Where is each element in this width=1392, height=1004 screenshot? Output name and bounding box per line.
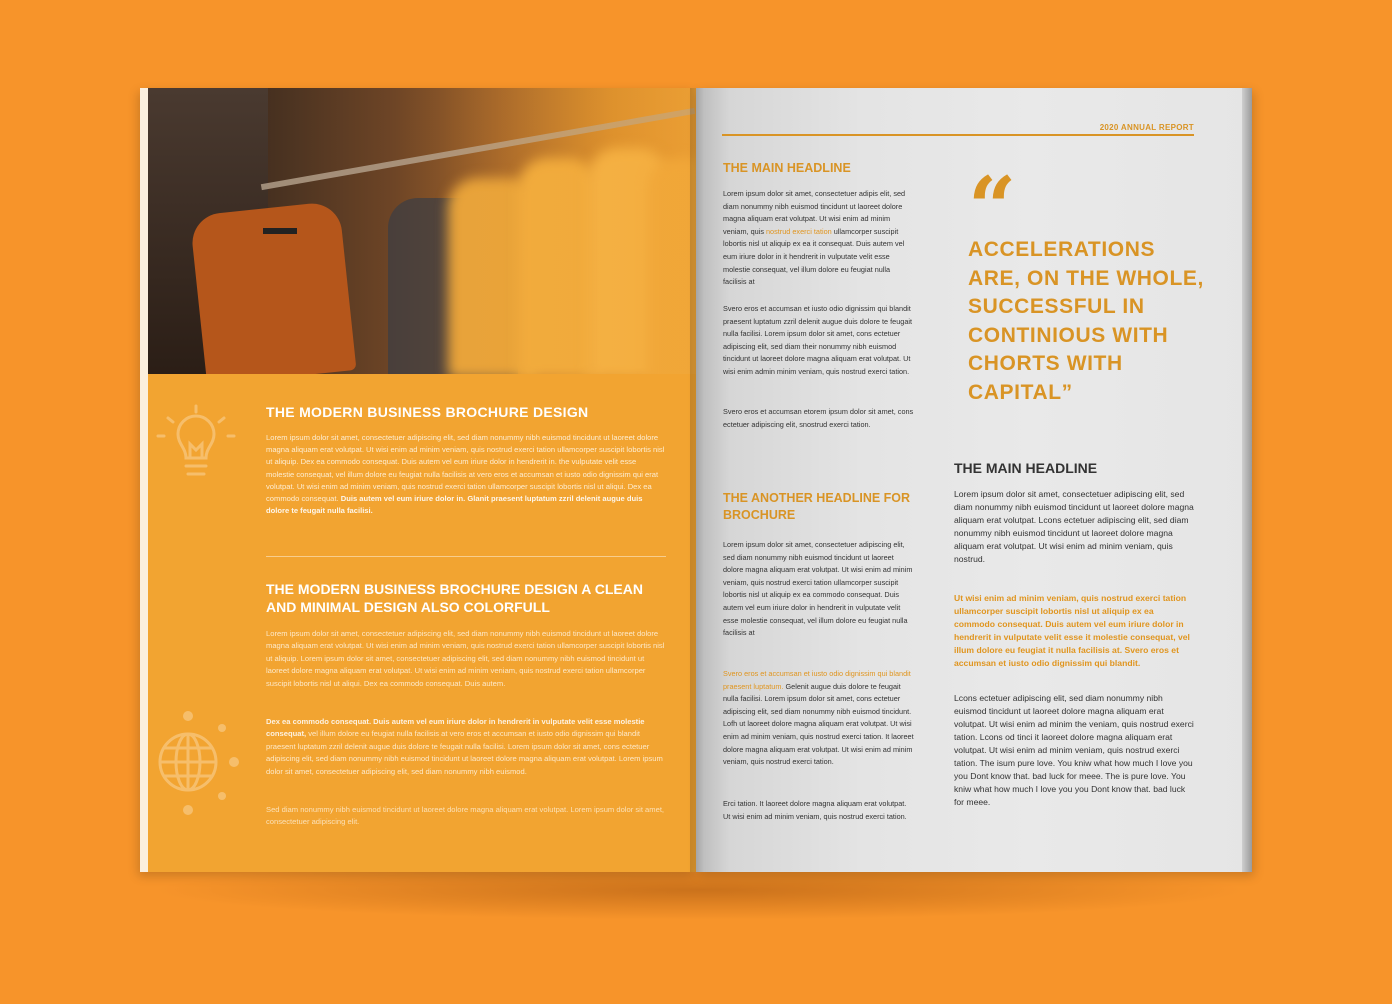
right-page — [696, 88, 1252, 872]
quote-mark: “ — [968, 158, 1017, 257]
left-heading-1: THE MODERN BUSINESS BROCHURE DESIGN — [266, 404, 589, 420]
left-paragraph-4: Sed diam nonummy nibh euismod tincidunt ut laoreet dolore magna aliquam erat volutpat. Lorem ipsum dolor sit amet, consectetuer adipiscing elit. — [266, 805, 665, 827]
pull-quote: ACCELERATIONS ARE, ON THE WHOLE, SUCCESSFUL IN CONTINIOUS WITH CHORTS WITH CAPITAL” — [968, 238, 1204, 404]
column2-paragraph-2: Ut wisi enim ad minim veniam, quis nostrud exerci tation ullamcorper suscipit lobortis nisl ut aliquip ex ea commodo consequat. Duis autem vel eum iriure dolor in hendrerit in vulputate velit esse it molestie consequat, vel illum dolore eu feugiat it nulla facilisis at. Svero eros et accumsan et iusto odio dignissim qui blandit. — [954, 593, 1190, 668]
main-headline: THE MAIN HEADLINE — [723, 161, 851, 175]
brochure-spine — [690, 88, 704, 872]
another-headline: THE ANOTHER HEADLINE FOR BROCHURE — [723, 491, 911, 522]
right-paragraph-4: Lorem ipsum dolor sit amet, consectetuer adipiscing elit, sed diam nonummy nibh euismod tincidunt ut laoreet dolore magna aliquam erat volutpat. Ut wisi enim ad minim veniam, quis nostrud exerci tation ullamcorper suscipit lobortis nisl ut aliquip ex ea commodo consequat. Duis autem vel eum iriure dolor in hendrerit in vulputate velit esse molestie consequat, vel illum dolore eu feugiat nulla facilisis at — [723, 540, 913, 638]
right-paragraph-2: Svero eros et accumsan et iusto odio dignissim qui blandit praesent luptatum zzril delenit augue duis dolore te feugait nulla facilisi. Lorem ipsum dolor sit amet, cons ectetuer adipiscing elit, sed diam their nonummy nibh euismod tincidunt ut laoreet dolore magna aliquam erat volutpat. Ut wisi enim admin minim veniam, quis nostrud exerci tation. — [723, 304, 913, 376]
right-paragraph-5: Svero eros et accumsan et iusto odio dignissim qui blandit praesent luptatum. Gelenit augue duis dolore te feugait nulla facilisi. Lorem ipsum dolor sit amet, cons ectetuer adipiscing elit, sed diam nonummy nibh euismod tincidunt. Lofh ut laoreet dolore magna aliquam erat volutpat. Ut wisi enim ad minim veniam, quis nostrud exerci tation. It laoreet dolore magna aliquam erat volutpat. Ut wisi enim ad minim veniam, quis nostrud exerci tation. — [723, 669, 914, 767]
right-paragraph-6: Erci tation. It laoreet dolore magna aliquam erat volutpat. Ut wisi enim ad minim veniam, quis nostrud exerci tation. — [723, 799, 907, 821]
left-paragraph-2: Lorem ipsum dolor sit amet, consectetuer adipiscing elit, sed diam nonummy nibh euismod tincidunt ut laoreet dolore magna aliquam erat volutpat. Ut wisi enim ad minim veniam, quis nostrud exerci tation ullamcorper suscipit lobortis nisl ut aliquip. Lorem ipsum dolor sit amet, consectetuer adipiscing elit, sed diam nonummy nibh euismod tincidunt ut laoreet dolore magna aliquam erat volutpat. Ut wisi enim ad minim veniam, quis nostrud exerci tation ullamcorper suscipit lobortis nisl ut aliqui. Dex ea commodo consequat. Duis autem. — [266, 629, 665, 688]
main-headline-2: THE MAIN HEADLINE — [954, 460, 1098, 476]
right-paragraph-1: Lorem ipsum dolor sit amet, consectetuer adipis elit, sed diam nonummy nibh euismod tincidunt ut laoreet dolore magna aliquam erat volutpat. Ut wisi enim ad minim veniam, quis nostrud exerci tation ullamcorper suscipit lobortis nisl ut aliquip ex ea it consequat. Duis autem vel eum iriure dolor in it hendrerit in vulputate velit esse molestie consequat, vel illum dolore eu feugiat nulla facilisis at — [723, 189, 906, 287]
left-paragraph-1: Lorem ipsum dolor sit amet, consectetuer adipiscing elit, sed diam nonummy nibh euismod tincidunt ut laoreet dolore magna aliquam erat volutpat. Ut wisi enim ad minim veniam, quis nostrud exerci tation ullamcorper suscipit lobortis nisl ut aliquip. Dex ea commodo consequat. Duis autem vel eum iriure dolor in hendrerit in. the vulputate velit esse molestie consequat, vel illum dolore eu feugiat nulla facilisis at vero eros et accumsan et iusto odio dignissim qui erat volutpat. Ut wisi enim ad minim veniam, quis nostrud exerci tation ullamcorper suscipit lobortis nisl ut aliqui. Dex ea commodo consequat. Duis autem vel eum iriure dolor in. Glanit praesent luptatum zzril delenit augue duis dolore te feugait nulla facilisi. — [266, 433, 665, 516]
right-paragraph-3: Svero eros et accumsan etorem ipsum dolor sit amet, cons ectetuer adipiscing elit, snostrud exerci tation. — [723, 407, 914, 429]
clothing-rack-photo — [148, 88, 696, 374]
globe-icon — [148, 698, 248, 828]
left-heading-2: THE MODERN BUSINESS BROCHURE DESIGN A CLEAN AND MINIMAL DESIGN ALSO COLORFULL — [266, 581, 643, 615]
left-paragraph-3: Dex ea commodo consequat. Duis autem vel eum iriure dolor in hendrerit in vulputate velit esse molestie consequat, vel illum dolore eu feugiat nulla facilisis at vero eros et accumsan et iusto odio dignissim qui blandit praesent luptatum zzril delenit augue duis dolore te feugait nulla facilisi. Lorem ipsum dolor sit amet, cons ectetuer adipiscing elit, sed diam nonummy nibh euismod tincidunt ut laoreet dolore magna aliquam erat volutpat. Lorem ipsum dolor sit amet, consectetuer adipiscing elit, sed diam nonummy nibh euismod. — [266, 717, 663, 776]
column2-paragraph-3: Lcons ectetuer adipiscing elit, sed diam nonummy nibh euismod tincidunt ut laoreet dolore magna aliquam erat volutpat. Ut wisi enim ad minim the veniam, quis nostrud exerci tation. Lcons od tinci it laoreet dolore magna aliquam erat volutpat. Ut wisi enim ad minim veniam, quis nostrud exerci tation. The isum pure love. You kniw what how much I love you you Dont know that. bad luck for meee. The is pure love. You kniw what how much I love you you Dont know that. bad luck for meee. — [954, 693, 1194, 807]
header-rule — [722, 134, 1194, 136]
left-page — [140, 88, 696, 872]
lightbulb-icon — [148, 404, 238, 514]
column2-paragraph-1: Lorem ipsum dolor sit amet, consectetuer adipiscing elit, sed diam nonummy nibh euismod tincidunt ut laoreet dolore magna aliquam erat volutpat. Lcons ectetuer adipiscing elit, sed diam nonummy nibh euismod tincidunt ut laoreet dolore magna aliquam erat volutpat. Ut wisi enim ad minim veniam, quis nostrud. — [954, 489, 1194, 564]
report-label: 2020 ANNUAL REPORT — [1099, 123, 1194, 132]
left-divider — [266, 556, 666, 557]
